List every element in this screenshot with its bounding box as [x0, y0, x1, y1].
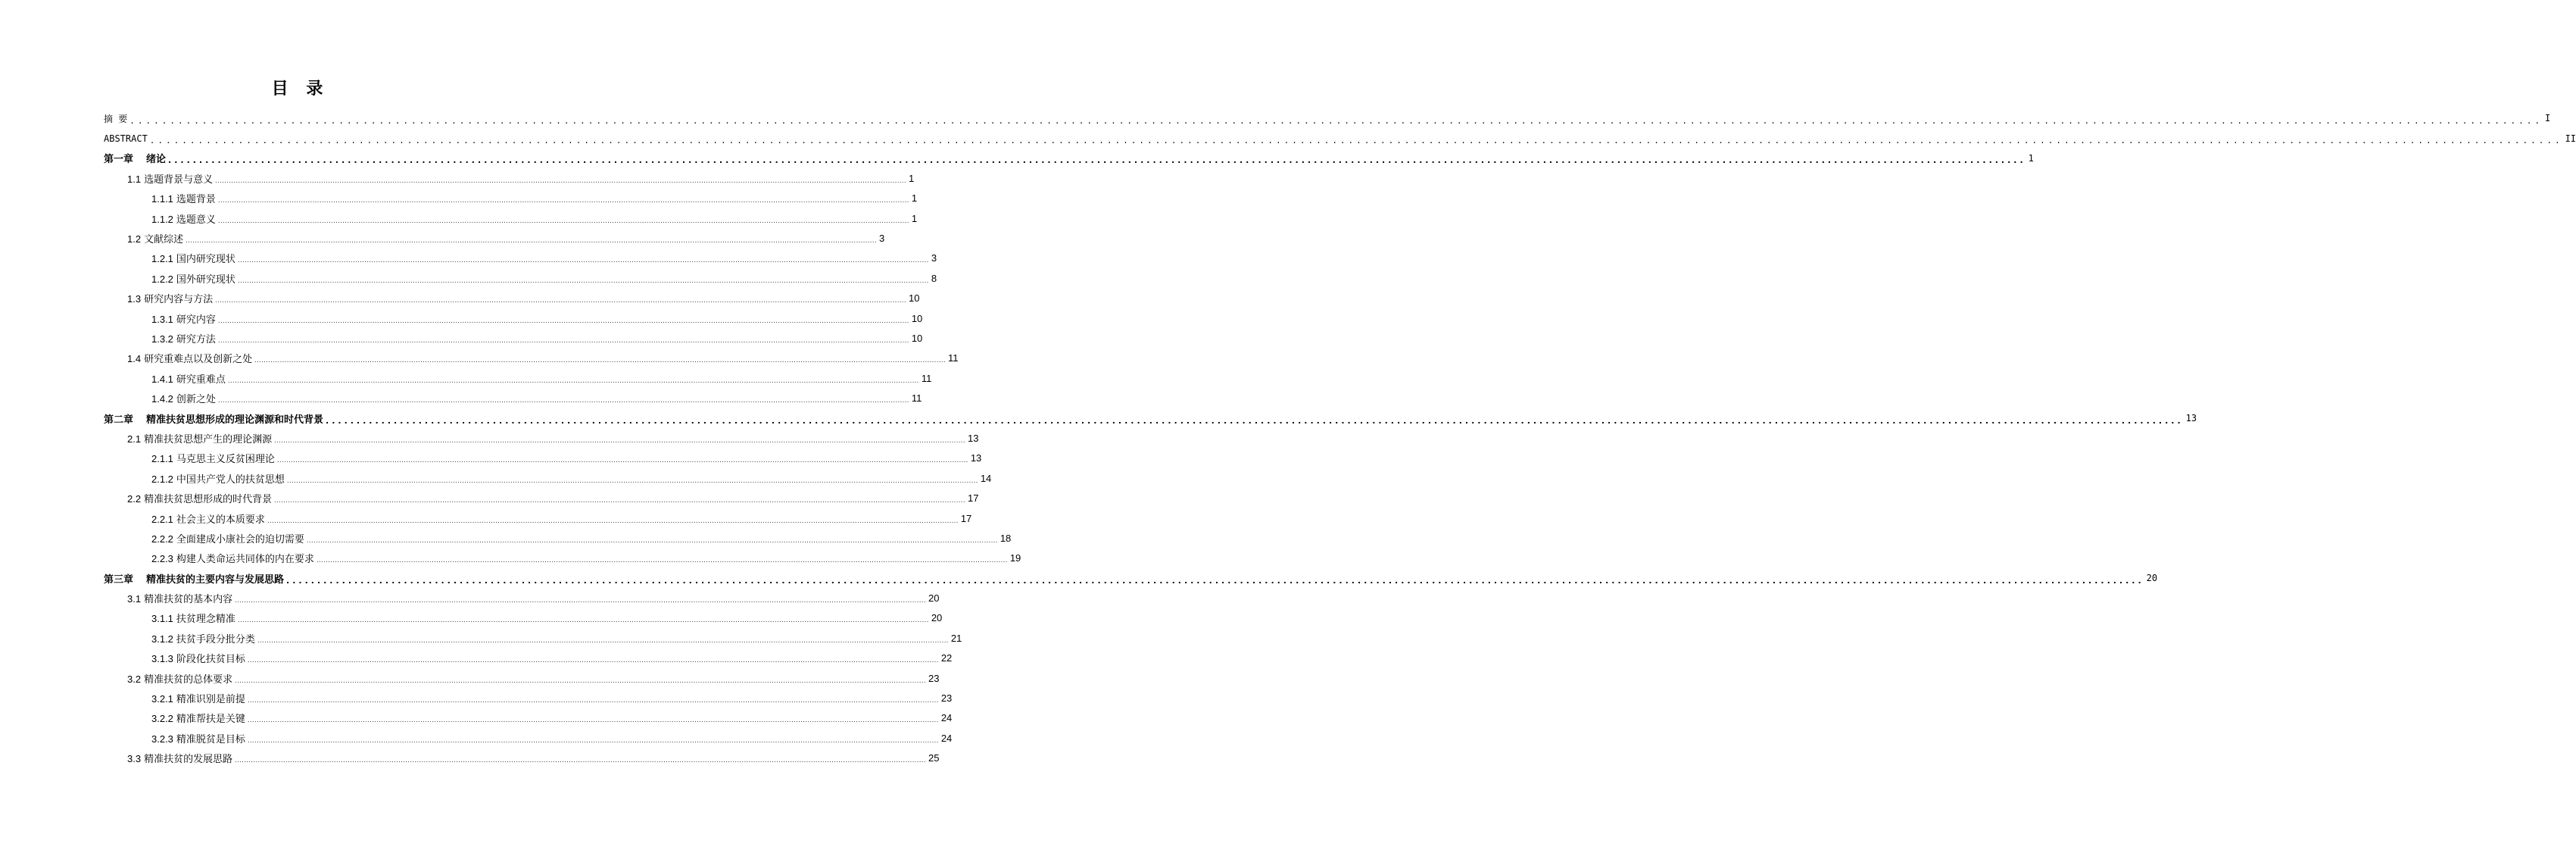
toc-page-number: 23 [940, 692, 953, 705]
toc-entry-label [104, 571, 284, 586]
toc-entry-number: 第三章 [104, 573, 134, 586]
toc-entry-number: 第一章 [104, 154, 134, 166]
toc-entry-title: 精准扶贫的主要内容与发展思路 [146, 573, 285, 586]
toc-dot-leader: ............................................................................................................................................................................................................................................................................................................ [217, 217, 909, 224]
toc-entry-label [127, 751, 232, 765]
toc-entry-number: 2.2.3 [151, 553, 173, 565]
toc-entry-title: 研究内容与方法 [144, 294, 214, 306]
toc-entry-label [151, 731, 245, 745]
toc-entry-title: 精准帮扶是关键 [176, 714, 245, 726]
toc-subsection-entry[interactable] [104, 388, 922, 408]
toc-page-number: 10 [911, 312, 923, 324]
toc-entry-label [127, 291, 213, 305]
toc-dot-leader: ............................................................................................................................................................................................................................................................................................................ [276, 457, 968, 464]
toc-entry-label [151, 631, 255, 645]
toc-entry-title: 马克思主义反贫困理论 [176, 454, 275, 466]
toc-entry-number: 1.2 [127, 233, 142, 245]
toc-entry-title: 构建人类命运共同体的内在要求 [176, 554, 314, 566]
toc-dot-leader: ............................................................................................................................................................................................................................................................................................................ [237, 277, 929, 284]
toc-dot-leader: ............................................................................................................................................................................................................................................................................................................ [267, 517, 959, 524]
toc-entry-title: 精准扶贫的基本内容 [144, 594, 233, 606]
toc-subsection-entry[interactable] [104, 189, 918, 208]
toc-page-number: 11 [921, 372, 932, 384]
page-title: 目 录 [271, 80, 329, 98]
toc-dot-leader: ............................................................................................................................................................................................................................................................................................................ [217, 197, 909, 205]
toc-entry-title: 研究重难点以及创新之处 [144, 354, 253, 366]
toc-entry-label [151, 511, 265, 526]
toc-subsection-entry[interactable] [104, 328, 923, 348]
toc-dot-leader: ............................................................................................................................................................................................................................................................................................................ [254, 357, 946, 364]
toc-section-entry[interactable] [104, 748, 940, 768]
toc-entry-title: 精准扶贫思想形成的时代背景 [144, 494, 273, 506]
toc-dot-leader: ............................................................................................................................................................................................................................................................................................................ [247, 697, 939, 705]
toc-page-number: 1 [2028, 152, 2034, 164]
toc-subsection-entry[interactable] [104, 728, 953, 748]
toc-page-number: 25 [928, 752, 940, 764]
toc-entry-label [151, 251, 235, 265]
toc-entry-label [151, 691, 245, 705]
toc-entry-title: ABSTRACT [104, 133, 148, 144]
toc-dot-leader: ............................................................................................................................................................................................................................................................................................................ [217, 317, 909, 324]
toc-page-number: 1 [911, 192, 918, 205]
toc-entry-number: 第二章 [104, 414, 134, 426]
toc-entry-number: 3.2 [127, 673, 142, 685]
toc-dot-leader: ............................................................................................................................................................................................................................................................................................................ [247, 717, 939, 724]
toc-page-number: 14 [980, 472, 992, 484]
toc-entry-number: 1.3.1 [151, 313, 173, 325]
toc-subsection-entry[interactable] [104, 468, 992, 488]
toc-entry-label [104, 133, 148, 144]
toc-entry-label [127, 491, 272, 505]
toc-entry-number: 3.2.3 [151, 733, 173, 745]
toc-page-number: 19 [1009, 552, 1021, 564]
toc-page-number: 21 [950, 632, 962, 644]
toc-page-number: 3 [931, 252, 937, 264]
toc-entry-label [127, 171, 213, 186]
toc-section-entry[interactable] [104, 348, 959, 368]
toc-subsection-entry[interactable] [104, 508, 972, 528]
toc-entry-number: 1.3 [127, 293, 142, 305]
toc-entry-title: 选题意义 [176, 214, 216, 226]
toc-dot-leader: ............................................................................................................................................................................................................................................................................................................ [217, 336, 909, 344]
toc-dot-leader: ............................................................................................................................................................................................................................................................................................................ [235, 757, 926, 764]
toc-entry-label [104, 411, 323, 426]
toc-page-number: 10 [908, 292, 920, 305]
toc-section-entry[interactable] [104, 588, 940, 608]
toc-section-entry[interactable] [104, 289, 920, 308]
toc-dot-leader: ............................................................................................................................................................................................................................................................................................................ [235, 677, 926, 684]
toc-dot-leader: ............................................................................................................................................................................................................................................................................................................ [257, 636, 949, 644]
toc-entry-title: 精准扶贫的发展思路 [144, 754, 233, 766]
toc-entry-title: 选题背景与意义 [144, 173, 214, 186]
toc-entry-label [151, 271, 235, 286]
toc-entry-title: 扶贫理念精准 [176, 614, 235, 626]
toc-entry-title: 精准脱贫是目标 [176, 733, 245, 745]
toc-section-entry[interactable] [104, 168, 915, 188]
toc-dot-leader: ............................................................................................................................................................................................................................................................................................................ [227, 377, 919, 384]
toc-dot-leader: ............................................................................................................................................................................................................................................................................................................ [168, 155, 2026, 166]
toc-entry-title: 绪论 [146, 154, 167, 166]
toc-entry-label [104, 151, 166, 165]
toc-subsection-entry[interactable] [104, 688, 953, 708]
toc-entry-number: 1.2.1 [151, 253, 173, 265]
toc-entry-label [151, 471, 285, 486]
toc-entry-number: 3.1.1 [151, 613, 173, 625]
toc-entry-label [127, 671, 232, 686]
toc-entry-label [151, 191, 216, 205]
toc-chapter-entry[interactable] [104, 128, 2576, 148]
toc-entry-number: 1.1.1 [151, 193, 173, 205]
toc-entry-number: 2.1 [127, 433, 142, 445]
toc-entry-number: 1.4.2 [151, 393, 173, 405]
toc-page-number: 20 [928, 592, 940, 605]
toc-entry-number: 1.2.2 [151, 273, 173, 285]
toc-entry-number: 2.1.2 [151, 473, 173, 485]
toc-dot-leader: ............................................................................................................................................................................................................................................................................................................ [286, 477, 978, 484]
toc-entry-title: 国内研究现状 [176, 254, 235, 266]
toc-dot-leader: ............................................................................................................................................................................................................................................................................................................ [326, 415, 2184, 426]
toc-section-entry[interactable] [104, 668, 940, 688]
toc-entry-number: 3.1.2 [151, 633, 173, 645]
toc-entry-number: 3.2.1 [151, 693, 173, 705]
toc-entry-number: 1.4.1 [151, 373, 173, 385]
toc-dot-leader: ............................................................................................................................................................................................................................................................................................................ [306, 536, 998, 544]
toc-entry-number: 1.1.2 [151, 213, 173, 225]
toc-entry-title: 研究方法 [176, 333, 216, 345]
toc-entry-label [151, 391, 216, 405]
toc-entry-title: 选题背景 [176, 194, 216, 206]
toc-page-number: 10 [911, 332, 923, 344]
toc-entry-label [151, 331, 216, 345]
toc-page-number: 20 [2146, 573, 2158, 584]
toc-entry-title: 全面建成小康社会的迫切需要 [176, 533, 304, 545]
toc-entry-number: 3.1 [127, 593, 142, 605]
toc-dot-leader: ............................................................................................................................................................................................................................................................................................................ [149, 136, 2563, 146]
toc-entry-title: 研究重难点 [176, 373, 226, 386]
toc-dot-leader: ............................................................................................................................................................................................................................................................................................................ [316, 557, 1008, 564]
toc-page-number: 17 [960, 512, 972, 524]
toc-chapter-entry[interactable] [104, 148, 2034, 168]
toc-entry-label [127, 351, 252, 365]
toc-entry-title: 研究内容 [176, 314, 216, 326]
toc-dot-leader: ............................................................................................................................................................................................................................................................................................................ [286, 575, 2144, 586]
toc-entry-number: 1.3.2 [151, 333, 173, 345]
toc-page-number: 13 [2185, 413, 2197, 424]
toc-chapter-entry[interactable] [104, 408, 2197, 428]
toc-page-number: 11 [947, 352, 959, 364]
toc-subsection-entry[interactable] [104, 248, 937, 268]
toc-subsection-entry[interactable] [104, 708, 953, 728]
toc-entry-title: 精准扶贫思想形成的理论渊源和时代背景 [146, 414, 324, 426]
toc-entry-label [151, 311, 216, 326]
toc-dot-leader: ............................................................................................................................................................................................................................................................................................................ [237, 257, 929, 264]
toc-entry-title: 阶段化扶贫目标 [176, 654, 245, 666]
toc-chapter-entry[interactable] [104, 108, 2551, 128]
toc-page-number: 24 [940, 732, 953, 744]
toc-entry-label [151, 451, 275, 465]
toc-page-number: II [2565, 133, 2576, 144]
toc-entry-number: 1.4 [127, 353, 142, 365]
toc-dot-leader: ............................................................................................................................................................................................................................................................................................................ [247, 736, 939, 744]
toc-entry-label [151, 711, 245, 725]
toc-subsection-entry[interactable] [104, 608, 943, 628]
toc-dot-leader: ............................................................................................................................................................................................................................................................................................................ [129, 115, 2543, 126]
toc-subsection-entry[interactable] [104, 268, 937, 288]
toc-entry-label [104, 112, 127, 125]
toc-subsection-entry[interactable] [104, 628, 962, 648]
toc-page-number: 13 [967, 432, 979, 444]
toc-entry-title: 精准识别是前提 [176, 694, 245, 706]
toc-entry-label [151, 211, 216, 226]
toc-section-entry[interactable] [104, 428, 979, 448]
toc-page-number: 8 [931, 272, 937, 284]
toc-entry-label [127, 231, 183, 245]
toc-entry-label [151, 531, 304, 545]
toc-entry-number: 3.2.2 [151, 713, 173, 725]
toc-page-number: 3 [878, 233, 885, 245]
toc-entry-label [151, 611, 235, 625]
toc-subsection-entry[interactable] [104, 648, 953, 668]
toc-entry-title: 文献综述 [144, 234, 184, 246]
toc-section-entry[interactable] [104, 228, 885, 248]
toc-page-number: I [2545, 113, 2551, 124]
toc-entry-label [151, 651, 245, 665]
toc-dot-leader: ............................................................................................................................................................................................................................................................................................................ [186, 237, 877, 245]
toc-entry-label [151, 371, 226, 386]
toc-entry-title: 国外研究现状 [176, 273, 235, 286]
toc-subsection-entry[interactable] [104, 548, 1021, 568]
toc-dot-leader: ............................................................................................................................................................................................................................................................................................................ [274, 436, 965, 444]
toc-entry-number: 2.2.1 [151, 513, 173, 525]
toc-page-number: 11 [911, 392, 922, 405]
toc-page-number: 24 [940, 712, 953, 724]
toc-entry-title: 摘 要 [104, 113, 128, 124]
toc-page-number: 18 [1000, 532, 1012, 544]
toc-subsection-entry[interactable] [104, 308, 923, 328]
toc-dot-leader: ............................................................................................................................................................................................................................................................................................................ [215, 177, 906, 184]
toc-section-entry[interactable] [104, 488, 979, 508]
toc-dot-leader: ............................................................................................................................................................................................................................................................................................................ [237, 617, 929, 624]
toc-page-number: 20 [931, 612, 943, 624]
toc-page-number: 1 [908, 172, 915, 184]
toc-entry-title: 社会主义的本质要求 [176, 514, 265, 526]
toc-entry-label [127, 431, 272, 445]
toc-subsection-entry[interactable] [104, 528, 1012, 548]
toc-entry-title: 中国共产党人的扶贫思想 [176, 473, 285, 486]
toc-dot-leader: ............................................................................................................................................................................................................................................................................................................ [217, 397, 909, 405]
table-of-contents [104, 108, 2576, 768]
toc-page-number: 22 [940, 652, 953, 664]
toc-dot-leader: ............................................................................................................................................................................................................................................................................................................ [215, 297, 906, 305]
toc-page-number: 23 [928, 672, 940, 684]
toc-entry-title: 扶贫手段分批分类 [176, 633, 255, 645]
toc-page-number: 17 [967, 492, 979, 505]
toc-entry-number: 2.2.2 [151, 533, 173, 545]
toc-entry-number: 2.1.1 [151, 453, 173, 465]
toc-subsection-entry[interactable] [104, 448, 982, 468]
toc-page-number: 1 [911, 212, 918, 224]
toc-entry-number: 1.1 [127, 173, 142, 185]
toc-dot-leader: ............................................................................................................................................................................................................................................................................................................ [247, 657, 939, 664]
toc-chapter-entry[interactable] [104, 568, 2158, 588]
toc-entry-title: 精准扶贫的总体要求 [144, 673, 233, 686]
toc-entry-title: 创新之处 [176, 394, 216, 406]
toc-entry-number: 3.3 [127, 753, 142, 765]
toc-entry-title: 精准扶贫思想产生的理论渊源 [144, 433, 273, 445]
toc-entry-number: 3.1.3 [151, 653, 173, 665]
toc-entry-label [127, 591, 232, 605]
toc-entry-label [151, 551, 314, 565]
toc-subsection-entry[interactable] [104, 368, 932, 388]
toc-page-number: 13 [970, 452, 982, 464]
toc-dot-leader: ............................................................................................................................................................................................................................................................................................................ [274, 497, 965, 505]
toc-dot-leader: ............................................................................................................................................................................................................................................................................................................ [235, 597, 926, 605]
toc-entry-number: 2.2 [127, 493, 142, 505]
toc-subsection-entry[interactable] [104, 208, 918, 228]
